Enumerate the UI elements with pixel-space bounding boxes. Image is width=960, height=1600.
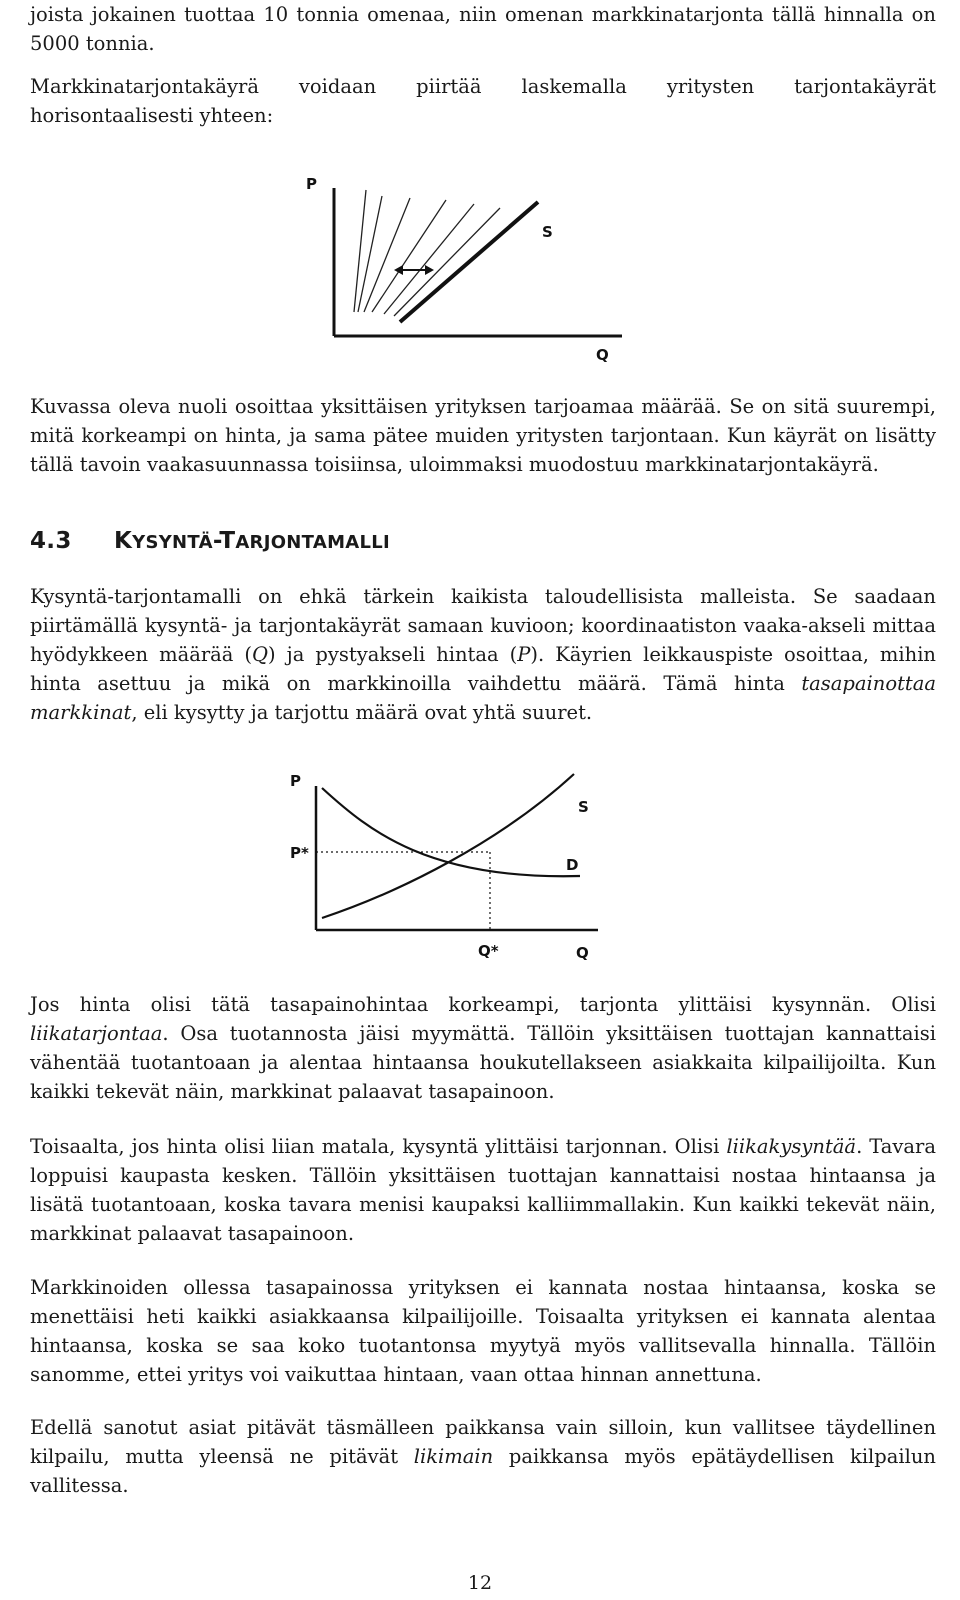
heading-rest-1: YSYNTÄ: [132, 532, 213, 553]
model-text-4: , eli kysytty ja tarjottu määrä ovat yhtä suuret.: [131, 701, 593, 724]
equilibrium-text: Markkinoiden ollessa tasapainossa yrityksen ei kannata nostaa hintaansa, koska se menettäisi heti kaikki asiakkaansa kilpailijoille. Toisaalta yrityksen ei kannata alentaa hintaansa, koska se saa koko tuotantonsa myytyä myös vallitsevalla hinnalla. Tällöin sanomme, ettei yritys voi vaikuttaa hintaan, vaan ottaa hinnan annettuna.: [30, 1276, 936, 1386]
label-q: Q: [576, 944, 589, 962]
surplus-text-2: . Osa tuotannosta jäisi myymättä. Tällöin yksittäisen tuottajan kannattaisi vähentää tuotantoaan ja alentaa hintaansa houkutellakseen asiakkaita kilpailijoilta. Kun kaikki tekevät näin, markkinat palaavat tasapainoon.: [30, 1022, 936, 1103]
section-heading: [30, 528, 390, 554]
supply-curve-firm-6: [394, 208, 500, 316]
supply-curve-firm-1: [354, 190, 366, 312]
market-supply-diagram: [290, 162, 640, 372]
label-s: S: [542, 223, 553, 241]
heading-initial-t: T: [219, 528, 236, 554]
paragraph-surplus: [30, 990, 936, 1106]
model-text-1: Kysyntä-tarjontamalli on ehkä tärkein kaikista taloudellisista malleista. Se saadaan piirtämällä kysyntä- ja tarjontakäyrät samaan kuvioon; koordinaatiston vaaka-akseli mittaa hyödykkeen määrää (: [30, 585, 936, 666]
shortage-text-1: Toisaalta, jos hinta olisi liian matala, kysyntä ylittäisi tarjonnan. Olisi: [30, 1135, 727, 1158]
surplus-text-1: Jos hinta olisi tätä tasapainohintaa korkeampi, tarjonta ylittäisi kysynnän. Olisi: [30, 993, 936, 1016]
label-s: S: [578, 798, 589, 816]
label-q-star: Q*: [478, 942, 499, 960]
page-number: 12: [467, 1572, 493, 1594]
heading-initial-k: K: [114, 528, 133, 554]
shortage-italic: liikakysyntää: [726, 1135, 857, 1158]
model-italic: tasapainottaa markkinat: [30, 672, 936, 724]
paragraph-final: [30, 1413, 936, 1500]
label-p-star: P*: [290, 844, 309, 862]
paragraph-model: [30, 582, 936, 727]
model-var-q: Q: [252, 643, 269, 666]
label-p: P: [290, 772, 301, 790]
supply-curve-firm-2: [358, 196, 382, 312]
paragraph-arrow: [30, 392, 936, 479]
shortage-text-2: . Tavara loppuisi kaupasta kesken. Tällöin yksittäisen tuottajan kannattaisi nostaa hintaansa ja lisätä tuotantoaan, koska tavara menisi kaupaksi kalliimmallakin. Kun kaikki tekevät näin, markkinat palaavat tasapainoon.: [30, 1135, 936, 1245]
model-text-3: ). Käyrien leikkauspiste osoittaa, mihin hinta asettuu ja mikä on markkinoilla vaihdettu määrä. Tämä hinta: [30, 643, 936, 695]
paragraph-top: [30, 0, 936, 58]
label-q: Q: [596, 346, 609, 364]
model-text-2: ) ja pystyakseli hintaa (: [268, 643, 518, 666]
label-p: P: [306, 175, 317, 193]
paragraph-top-text: joista jokainen tuottaa 10 tonnia omenaa, niin omenan markkinatarjonta tällä hinnalla on 5000 tonnia.: [30, 3, 936, 55]
paragraph-shortage: [30, 1132, 936, 1248]
final-italic: likimain: [413, 1445, 494, 1468]
heading-dash: -: [212, 528, 220, 554]
supply-curve-firm-4: [372, 200, 446, 312]
final-text-2: paikkansa myös epätäydellisen kilpailun vallitessa.: [30, 1445, 936, 1497]
section-number: 4.3: [30, 528, 72, 554]
paragraph-intro: [30, 72, 936, 130]
heading-rest-2: ARJONTAMALLI: [235, 532, 391, 553]
arrow-right-head: [425, 265, 434, 275]
supply-demand-diagram: [280, 762, 610, 972]
model-var-p: P: [517, 643, 531, 666]
paragraph-equilibrium: [30, 1273, 936, 1389]
supply-curve-firm-3: [364, 198, 410, 312]
surplus-italic: liikatarjontaa: [30, 1022, 163, 1045]
market-supply-curve: [400, 202, 538, 322]
supply-curve: [322, 774, 574, 918]
paragraph-intro-text: Markkinatarjontakäyrä voidaan piirtää laskemalla yritysten tarjontakäyrät horisontaalisesti yhteen:: [30, 75, 936, 127]
supply-demand-figure: [280, 762, 610, 972]
final-text-1: Edellä sanotut asiat pitävät täsmälleen paikkansa vain silloin, kun vallitsee täydellinen kilpailu, mutta yleensä ne pitävät: [30, 1416, 936, 1468]
market-supply-figure: [290, 162, 640, 372]
label-d: D: [566, 856, 579, 874]
arrow-left-head: [394, 265, 403, 275]
paragraph-arrow-text: Kuvassa oleva nuoli osoittaa yksittäisen yrityksen tarjoamaa määrää. Se on sitä suurempi, mitä korkeampi on hinta, ja sama pätee muiden yritysten tarjontaan. Kun käyrät on lisätty tällä tavoin vaakasuunnassa toisiinsa, uloimmaksi muodostuu markkinatarjontakäyrä.: [30, 395, 936, 476]
